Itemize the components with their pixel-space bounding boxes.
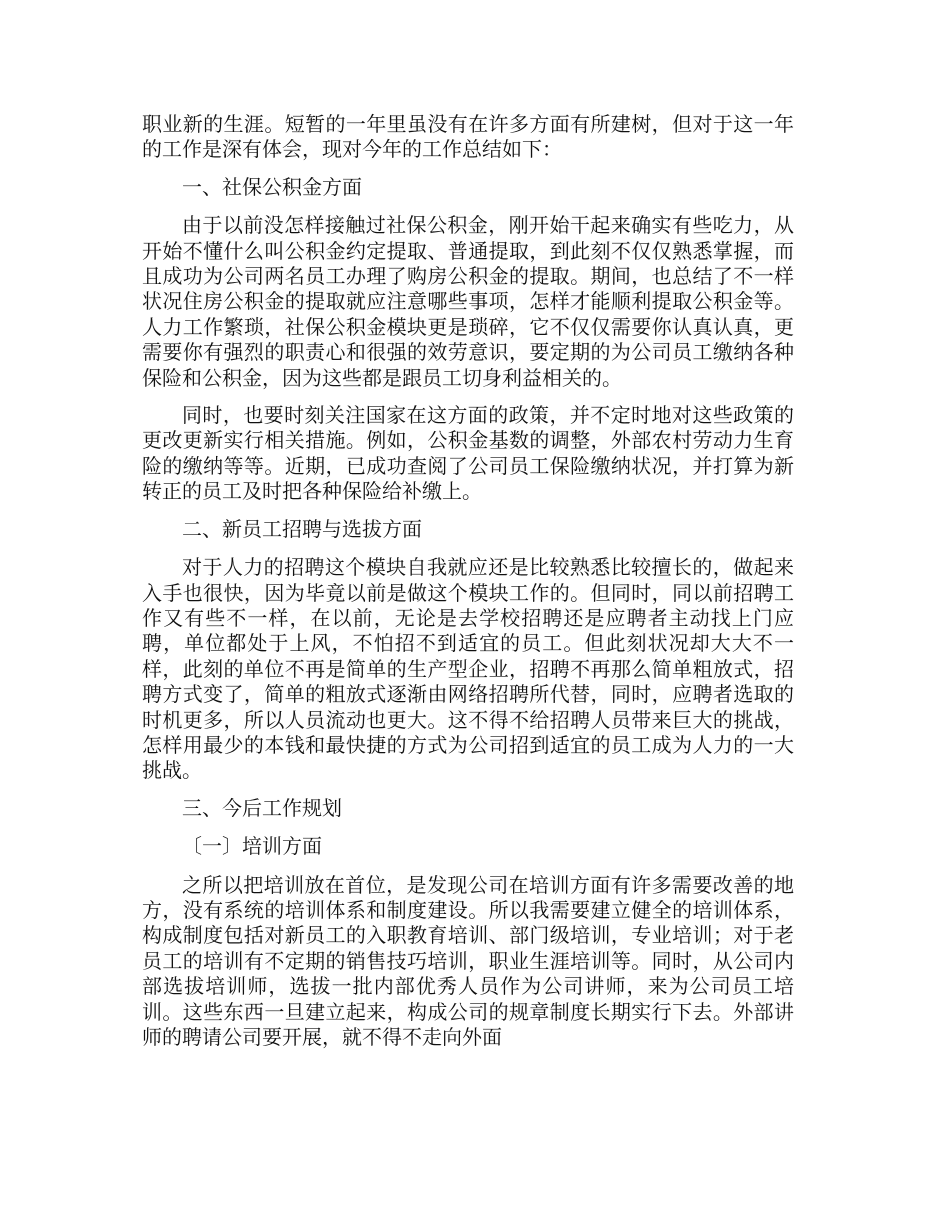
paragraph-intro-continued: 职业新的生涯。短暂的一年里虽没有在许多方面有所建树，但对于这一年的工作是深有体会，现对今年的工作总结如下： bbox=[142, 112, 794, 162]
document-body bbox=[142, 112, 794, 1062]
section-heading-recruitment: 二、新员工招聘与选拔方面 bbox=[182, 516, 422, 541]
subsection-heading-training: 〔一〕培训方面 bbox=[182, 834, 322, 859]
paragraph-training: 之所以把培训放在首位，是发现公司在培训方面有许多需要改善的地方，没有系统的培训体系和制度建设。所以我需要建立健全的培训体系，构成制度包括对新员工的入职教育培训、部门级培训，专业培训；对于老员工的培训有不定期的销售技巧培训，职业生涯培训等。同时，从公司内部选拔培训师，选拔一批内部优秀人员作为公司讲师，来为公司员工培训。这些东西一旦建立起来，构成公司的规章制度长期实行下去。外部讲师的聘请公司要开展，就不得不走向外面 bbox=[142, 872, 794, 1049]
section-heading-social-security: 一、社保公积金方面 bbox=[182, 174, 362, 199]
paragraph-social-security: 由于以前没怎样接触过社保公积金，刚开始干起来确实有些吃力，从开始不懂什么叫公积金约定提取、普通提取，到此刻不仅仅熟悉掌握，而且成功为公司两名员工办理了购房公积金的提取。期间，也总结了不一样状况住房公积金的提取就应注意哪些事项，怎样才能顺利提取公积金等。人力工作繁琐，社保公积金模块更是琐碎，它不仅仅需要你认真认真，更需要你有强烈的职责心和很强的效劳意识，要定期的为公司员工缴纳各种保险和公积金，因为这些都是跟员工切身利益相关的。 bbox=[142, 213, 794, 390]
paragraph-policy-tracking: 同时，也要时刻关注国家在这方面的政策，并不定时地对这些政策的更改更新实行相关措施。例如，公积金基数的调整，外部农村劳动力生育险的缴纳等等。近期，已成功查阅了公司员工保险缴纳状况，并打算为新转正的员工及时把各种保险给补缴上。 bbox=[142, 403, 794, 504]
paragraph-recruitment: 对于人力的招聘这个模块自我就应还是比较熟悉比较擅长的，做起来入手也很快，因为毕竟以前是做这个模块工作的。但同时，同以前招聘工作又有些不一样，在以前，无论是去学校招聘还是应聘者主动找上门应聘，单位都处于上风，不怕招不到适宜的员工。但此刻状况却大大不一样，此刻的单位不再是简单的生产型企业，招聘不再那么简单粗放式，招聘方式变了，简单的粗放式逐渐由网络招聘所代替，同时，应聘者选取的时机更多，所以人员流动也更大。这不得不给招聘人员带来巨大的挑战，怎样用最少的本钱和最快捷的方式为公司招到适宜的员工成为人力的一大挑战。 bbox=[142, 555, 794, 783]
section-heading-future-plan: 三、今后工作规划 bbox=[182, 795, 342, 820]
